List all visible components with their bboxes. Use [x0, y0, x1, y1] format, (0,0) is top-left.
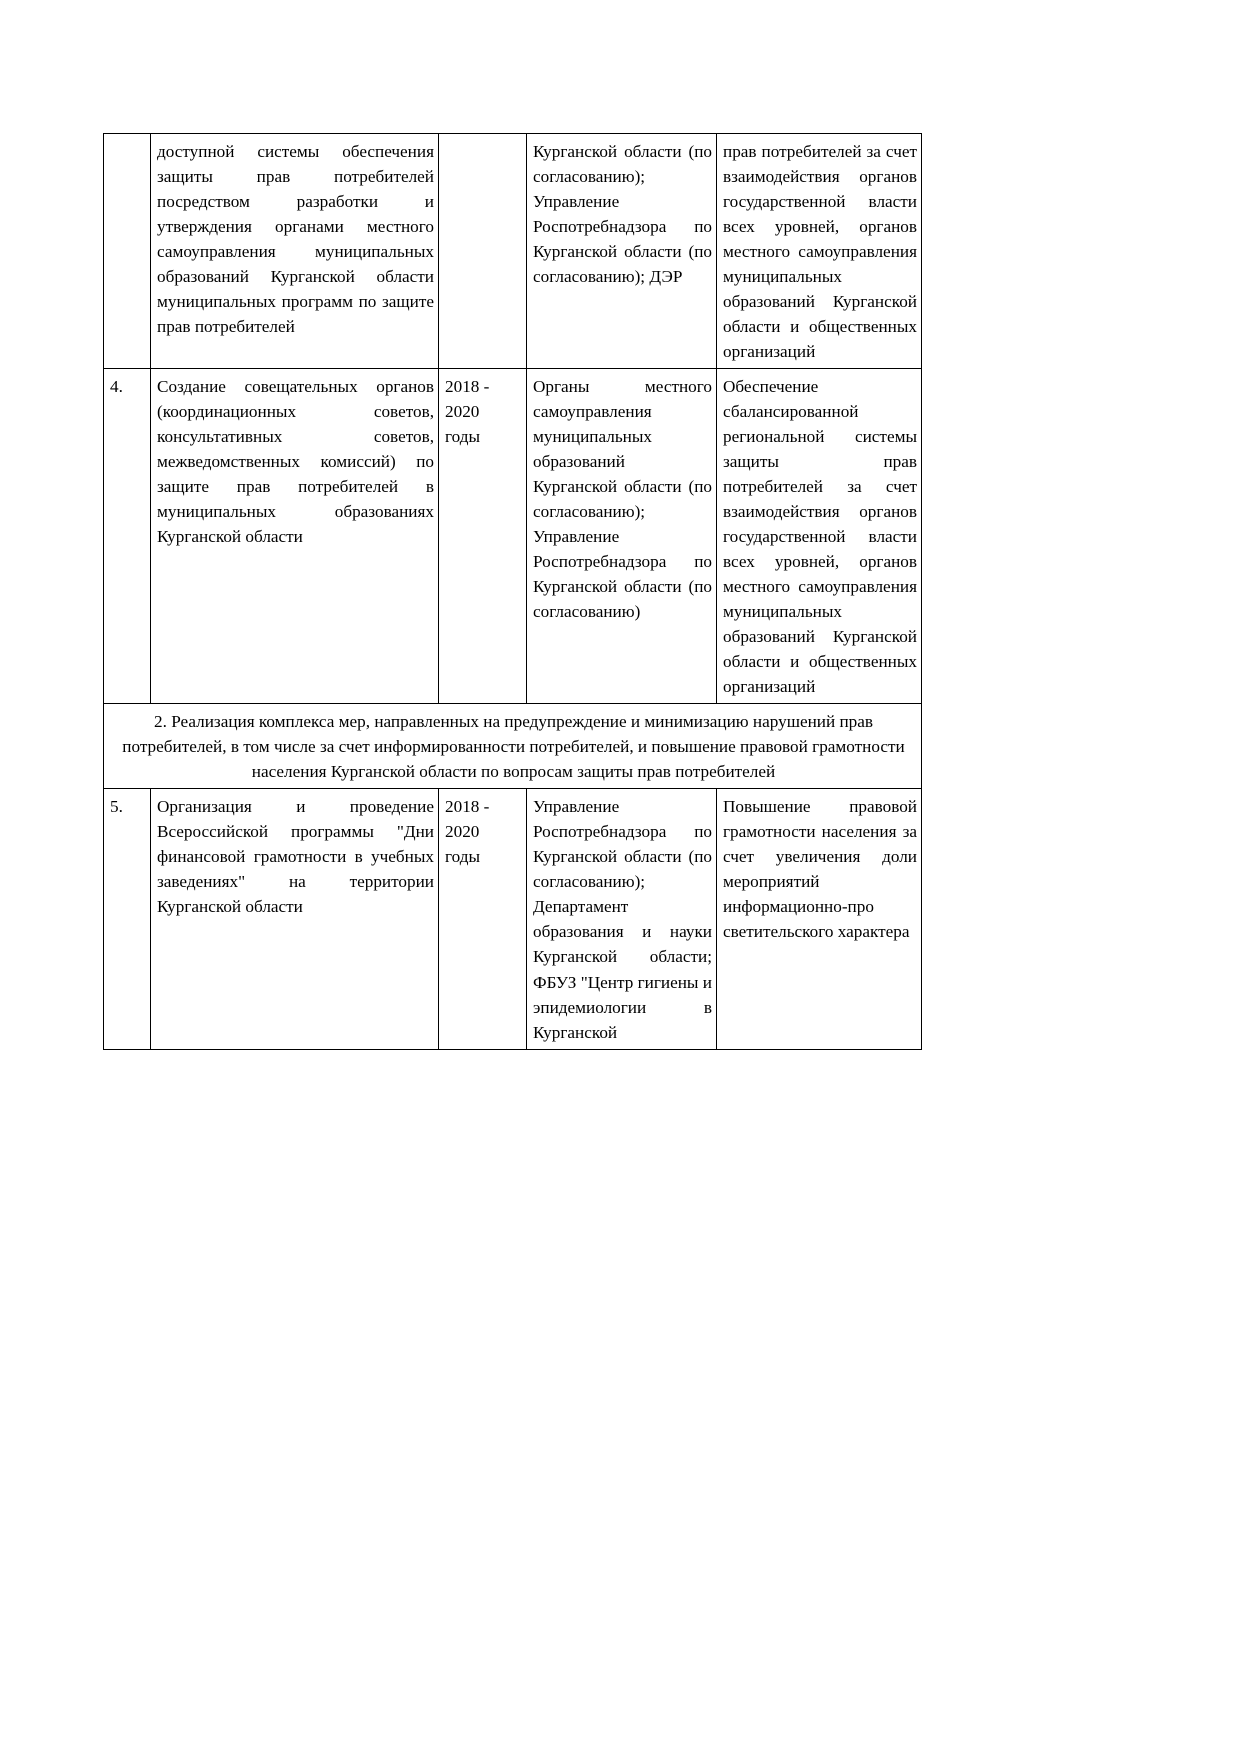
period-line-3: годы [445, 427, 481, 447]
cell-period [439, 789, 527, 1049]
period-line-3: годы [445, 847, 481, 867]
cell-responsible: Органы местного самоуправления муниципальных образований Курганской области (по согласованию); Управление Роспотребнадзора по Курганской области (по согласованию) [527, 369, 717, 704]
cell-measure: Создание совещательных органов (координационных советов, консультативных советов, межведомственных комиссий) по защите прав потребителей в муниципальных образованиях Курганской области [151, 369, 439, 704]
table-row [104, 134, 922, 369]
cell-row-number [104, 134, 151, 369]
table-section-row [104, 704, 922, 789]
cell-expected-result: прав потребителей за счет взаимодействия органов государственной власти всех уровней, органов местного самоуправления муниципальных образований Курганской области и общественных организаций [717, 134, 922, 369]
period-line-2: 2020 [445, 822, 480, 842]
table-row [104, 369, 922, 704]
cell-row-number: 5. [104, 789, 151, 1049]
cell-expected-result: Повышение правовой грамотности населения за счет увеличения доли мероприятий информационно-про светительского характера [717, 789, 922, 1049]
period-line-2: 2020 [445, 402, 480, 422]
cell-responsible: Управление Роспотребнадзора по Курганской области (по согласованию); Департамент образования и науки Курганской области; ФБУЗ "Центр гигиены и эпидемиологии в Курганской [527, 789, 717, 1049]
cell-period [439, 369, 527, 704]
cell-row-number: 4. [104, 369, 151, 704]
table-row [104, 789, 922, 1049]
cell-period [439, 134, 527, 369]
section-heading: 2. Реализация комплекса мер, направленных на предупреждение и минимизацию нарушений прав потребителей, в том числе за счет информированности потребителей, и повышение правовой грамотности населения Курганской области по вопросам защиты прав потребителей [104, 704, 922, 789]
cell-measure: доступной системы обеспечения защиты прав потребителей посредством разработки и утверждения органами местного самоуправления муниципальных образований Курганской области муниципальных программ по защите прав потребителей [151, 134, 439, 369]
cell-measure: Организация и проведение Всероссийской программы "Дни финансовой грамотности в учебных заведениях" на территории Курганской области [151, 789, 439, 1049]
cell-expected-result: Обеспечение сбалансированной региональной системы защиты прав потребителей за счет взаимодействия органов государственной власти всех уровней, органов местного самоуправления муниципальных образований Курганской области и общественных организаций [717, 369, 922, 704]
period-line-1: 2018 - [445, 377, 490, 397]
action-plan-table [103, 133, 922, 1050]
cell-responsible: Курганской области (по согласованию); Управление Роспотребнадзора по Курганской области (по согласованию); ДЭР [527, 134, 717, 369]
period-line-1: 2018 - [445, 797, 490, 817]
